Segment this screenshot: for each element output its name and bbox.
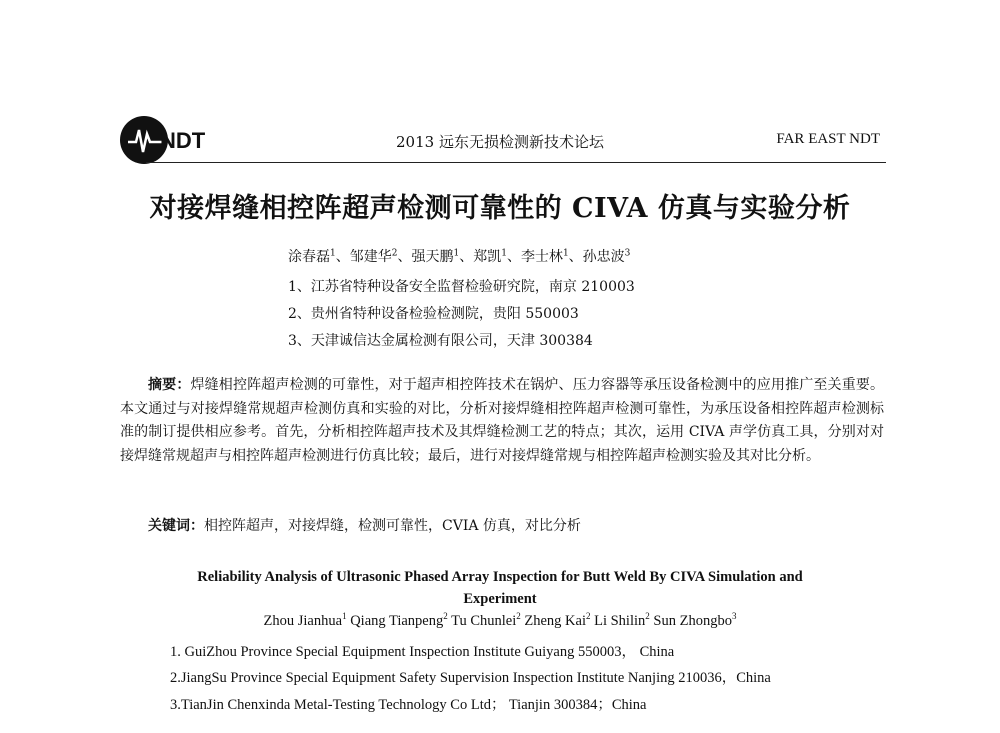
- english-author-affiliation-mark: 3: [731, 611, 737, 621]
- keywords-label: 关键词：: [148, 518, 204, 534]
- header-divider: [146, 162, 886, 163]
- english-author-list: [0, 611, 1000, 630]
- english-author-affiliation-mark: 2: [443, 611, 448, 621]
- author-affiliation-mark: 1: [330, 248, 336, 259]
- logo-text: NDT: [160, 128, 206, 153]
- author-affiliation-mark: 1: [501, 248, 507, 259]
- english-title-line-1: Reliability Analysis of Ultrasonic Phased Array Inspection for Butt Weld By CIVA Simulation and: [197, 569, 803, 585]
- english-affiliation-2: 2.JiangSu Province Special Equipment Safety Supervision Inspection Institute Nanjing 210036，China: [170, 670, 771, 686]
- abstract-label: 摘要：: [148, 377, 191, 393]
- english-title-line-2: Experiment: [463, 591, 537, 607]
- abstract: [120, 374, 884, 468]
- far-east-ndt-label: FAR EAST NDT: [776, 131, 880, 147]
- english-author-name: Qiang Tianpeng: [350, 612, 444, 629]
- author-affiliation-mark: 2: [391, 248, 398, 259]
- author-affiliation-mark: 1: [453, 248, 460, 259]
- english-author-affiliation-mark: 2: [516, 611, 521, 621]
- affiliation-1: 1、江苏省特种设备安全监督检验研究院，南京 210003: [288, 279, 635, 295]
- english-author-affiliation-mark: 2: [645, 611, 650, 621]
- author-name: 邹建华: [349, 249, 392, 265]
- abstract-text: 焊缝相控阵超声检测的可靠性，对于超声相控阵技术在锅炉、压力容器等承压设备检测中的应用推广至关重要。本文通过与对接焊缝常规超声检测仿真和实验的对比，分析对接焊缝相控阵超声检测可靠性，为承压设备相控阵超声检测标准的制订提供相应参考。首先，分析相控阵超声技术及其焊缝检测工艺的特点；其次，运用 CIVA 声学仿真工具，分别对对接焊缝常规超声与相控阵超声检测进行仿真比较；最后，进行对接焊缝常规与相控阵超声检测实验及其对比分析。: [120, 377, 885, 464]
- author-name: 李士林: [520, 249, 563, 265]
- english-author-affiliation-mark: 1: [342, 611, 347, 621]
- author-name: 郑凯: [473, 249, 502, 265]
- affiliation-3: 3、天津诚信达金属检测有限公司，天津 300384: [288, 333, 593, 349]
- keywords-text: 相控阵超声，对接焊缝，检测可靠性，CVIA 仿真，对比分析: [204, 518, 581, 534]
- author-affiliation-mark: 1: [562, 248, 569, 259]
- english-author-name: Zhou Jianhua: [263, 612, 343, 629]
- keywords: [120, 515, 884, 535]
- author-name: 涂春磊: [288, 249, 330, 265]
- author-name: 孙忠波: [582, 249, 625, 265]
- english-author-name: Zheng Kai: [524, 612, 586, 629]
- english-author-name: Sun Zhongbo: [653, 612, 732, 629]
- affiliation-2: 2、贵州省特种设备检验检测院，贵阳 550003: [288, 306, 579, 322]
- paper-title: 对接焊缝相控阵超声检测可靠性的 CIVA 仿真与实验分析: [149, 193, 851, 224]
- author-name: 强天鹏: [411, 249, 454, 265]
- english-author-name: Li Shilin: [594, 612, 646, 629]
- english-author-affiliation-mark: 2: [585, 611, 591, 621]
- english-affiliation-3: 3.TianJin Chenxinda Metal-Testing Technology Co Ltd； Tianjin 300384；China: [170, 697, 647, 713]
- english-title: [0, 566, 1000, 610]
- english-affiliation-1: 1. GuiZhou Province Special Equipment Inspection Institute Guiyang 550003， China: [170, 644, 675, 660]
- author-list: 涂春磊$^1$、邹建华$^2$、强天鹏$^1$、郑凯$^1$、李士林$^1$、孙忠波$^3$: [288, 248, 631, 265]
- conference-name: 2013 远东无损检测新技术论坛: [396, 133, 604, 151]
- author-affiliation-mark: 3: [624, 248, 631, 259]
- english-author-name: Tu Chunlei: [451, 612, 517, 629]
